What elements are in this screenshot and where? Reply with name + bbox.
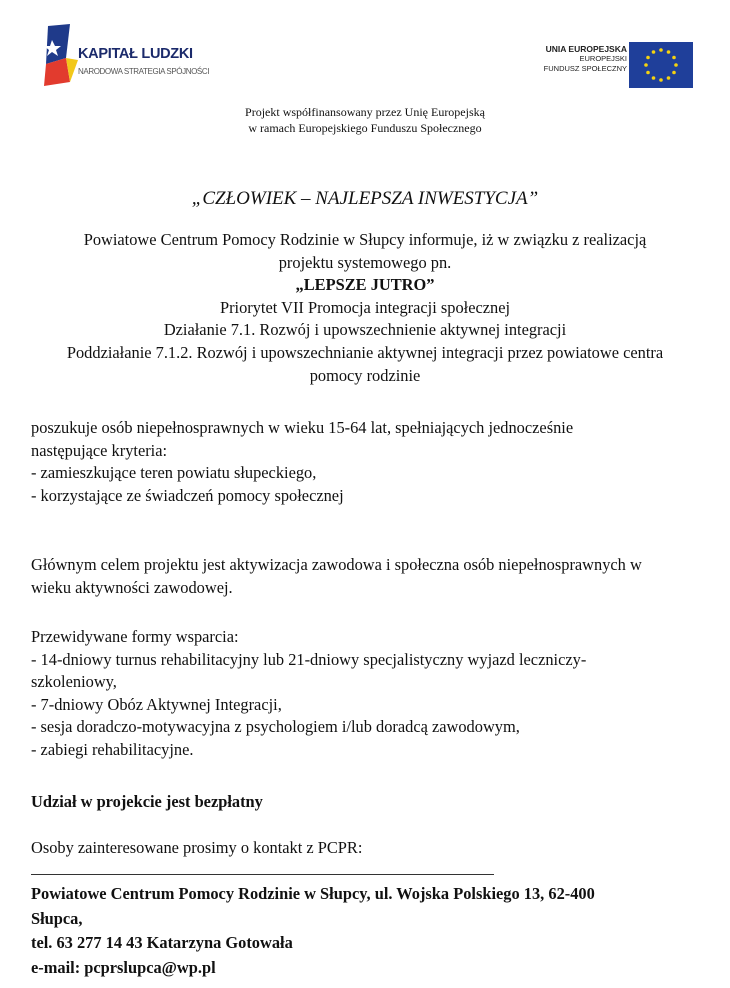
cofinancing-note xyxy=(0,104,730,136)
support-item: - 7-dniowy Obóz Aktywnej Integracji, xyxy=(31,694,282,714)
subaction-line1: Poddziałanie 7.1.2. Rozwój i upowszechnianie aktywnej integracji przez powiatowe centra xyxy=(66,342,664,362)
seek-line1: poszukuje osób niepełnosprawnych w wieku 15-64 lat, spełniających jednocześnie xyxy=(31,418,574,437)
address-line2: Słupca, xyxy=(31,908,83,928)
intro-block xyxy=(40,229,690,387)
cofinancing-line1: Projekt współfinansowany przez Unię Europejską xyxy=(245,105,485,119)
project-title: „LEPSZE JUTRO” xyxy=(295,275,435,295)
kapital-ludzki-title: KAPITAŁ LUDZKI xyxy=(78,46,193,62)
priority-line: Priorytet VII Promocja integracji społecznej xyxy=(219,297,511,317)
eu-logo-line3: FUNDUSZ SPOŁECZNY xyxy=(543,64,627,73)
goal-line1: Głównym celem projektu jest aktywizacja zawodowa i społeczna osób niepełnosprawnych w xyxy=(31,555,642,574)
cofinancing-line2: w ramach Europejskiego Funduszu Społecznego xyxy=(248,121,482,135)
subaction-line2: pomocy rodzinie xyxy=(309,365,421,385)
kapital-ludzki-logo xyxy=(40,22,210,92)
eu-logo xyxy=(525,42,695,92)
signature-divider xyxy=(31,874,494,875)
eu-flag-icon xyxy=(629,42,693,88)
support-item: - zabiegi rehabilitacyjne. xyxy=(31,739,194,759)
free-participation-note: Udział w projekcie jest bezpłatny xyxy=(31,792,263,811)
contact-intro: Osoby zainteresowane prosimy o kontakt z PCPR: xyxy=(31,838,363,857)
seek-block xyxy=(31,417,701,507)
eu-logo-line2: EUROPEJSKI xyxy=(579,54,627,63)
criteria-item: - korzystające ze świadczeń pomocy społecznej xyxy=(31,485,344,505)
seek-line2: następujące kryteria: xyxy=(31,440,168,460)
eu-logo-text xyxy=(544,44,627,74)
support-item: - sesja doradczo-motywacyjna z psychologiem i/lub doradcą zawodowym, xyxy=(31,717,520,737)
intro-line1: Powiatowe Centrum Pomocy Rodzinie w Słupcy informuje, iż w związku z realizacją xyxy=(83,230,647,249)
email-line: e-mail: pcprslupca@wp.pl xyxy=(31,957,216,977)
contact-address-block xyxy=(31,882,701,980)
kapital-ludzki-emblem-icon xyxy=(40,24,80,86)
slogan: „CZŁOWIEK – NAJLEPSZA INWESTYCJA” xyxy=(191,188,539,209)
kapital-ludzki-subtitle: NARODOWA STRATEGIA SPÓJNOŚCI xyxy=(78,67,210,76)
criteria-item: - zamieszkujące teren powiatu słupeckiego, xyxy=(31,463,317,483)
action-line: Działanie 7.1. Rozwój i upowszechnienie aktywnej integracji xyxy=(163,320,567,340)
phone-line: tel. 63 277 14 43 Katarzyna Gotowała xyxy=(31,933,293,952)
support-item: szkoleniowy, xyxy=(31,672,117,692)
goal-line2: wieku aktywności zawodowej. xyxy=(31,577,233,597)
support-heading: Przewidywane formy wsparcia: xyxy=(31,627,239,646)
goal-block xyxy=(31,554,701,599)
address-line1: Powiatowe Centrum Pomocy Rodzinie w Słupcy, ul. Wojska Polskiego 13, 62-400 xyxy=(31,884,595,903)
eu-logo-line1: UNIA EUROPEJSKA xyxy=(545,44,627,54)
intro-line2: projektu systemowego pn. xyxy=(278,252,452,272)
support-forms-block xyxy=(31,626,701,762)
support-item: - 14-dniowy turnus rehabilitacyjny lub 21-dniowy specjalistyczny wyjazd leczniczy- xyxy=(31,649,587,669)
